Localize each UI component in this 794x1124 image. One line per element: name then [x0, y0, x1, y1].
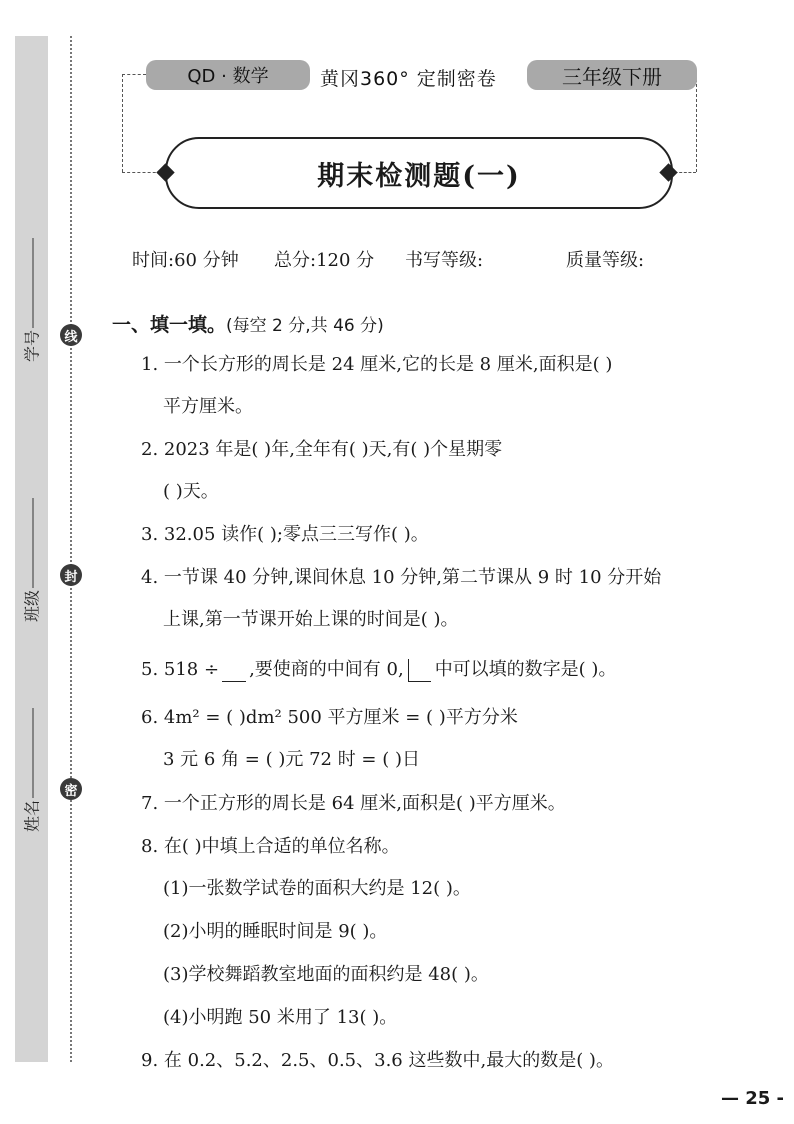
seal-seal-mark: 封 [60, 564, 82, 586]
class-label: 班级 [20, 498, 43, 622]
grade-tag: 三年级下册 [527, 60, 697, 90]
digit-box[interactable] [408, 659, 431, 682]
question-2-line2: ( )天。 [163, 481, 219, 502]
question-8-3: (3)学校舞蹈教室地面的面积约是 48( )。 [163, 964, 489, 985]
name-label: 姓名 [20, 708, 43, 832]
writing-grade: 书写等级: [405, 250, 484, 271]
cut-line [70, 36, 72, 1062]
page-title: 期末检测题(一) [317, 160, 521, 192]
question-9: 9. 在 0.2、5.2、2.5、0.5、3.6 这些数中,最大的数是( )。 [141, 1050, 614, 1071]
seal-line-mark: 线 [60, 324, 82, 346]
quality-grade: 质量等级: [566, 250, 645, 271]
brand-text: 黄冈360° 定制密卷 [320, 68, 497, 90]
frame-left-dash [122, 74, 123, 172]
question-7: 7. 一个正方形的周长是 64 厘米,面积是( )平方厘米。 [141, 793, 566, 814]
question-3: 3. 32.05 读作( );零点三三写作( )。 [141, 524, 429, 545]
question-8: 8. 在( )中填上合适的单位名称。 [141, 836, 400, 857]
frame-right-dash [696, 74, 697, 172]
question-1-line2: 平方厘米。 [163, 396, 253, 417]
subject-tag: QD · 数学 [146, 60, 310, 90]
question-4-line1: 4. 一节课 40 分钟,课间休息 10 分钟,第二节课从 9 时 10 分开始 [141, 567, 662, 588]
question-2-line1: 2. 2023 年是( )年,全年有( )天,有( )个星期零 [141, 439, 503, 460]
question-5: 5. 518 ÷ ,要使商的中间有 0, 中可以填的数字是( )。 [141, 659, 617, 680]
total-score: 总分:120 分 [274, 250, 375, 271]
question-8-4: (4)小明跑 50 米用了 13( )。 [163, 1007, 398, 1028]
question-8-2: (2)小明的睡眠时间是 9( )。 [163, 921, 388, 942]
question-1-line1: 1. 一个长方形的周长是 24 厘米,它的长是 8 厘米,面积是( ) [141, 354, 613, 375]
frame-top-left-dash [122, 74, 146, 75]
seal-secret-mark: 密 [60, 778, 82, 800]
title-banner [165, 137, 673, 209]
student-number-label: 学号 [20, 238, 43, 362]
question-4-line2: 上课,第一节课开始上课的时间是( )。 [163, 609, 459, 630]
divisor-blank[interactable] [222, 659, 246, 682]
page-number: — 25 - [720, 1088, 784, 1109]
time-info: 时间:60 分钟 [132, 250, 239, 271]
question-8-1: (1)一张数学试卷的面积大约是 12( )。 [163, 878, 471, 899]
section-heading: 一、填一填。(每空 2 分,共 46 分) [112, 314, 384, 336]
question-6-line2: 3 元 6 角 = ( )元 72 时 = ( )日 [163, 749, 421, 770]
question-6-line1: 6. 4m² = ( )dm² 500 平方厘米 = ( )平方分米 [141, 707, 518, 728]
